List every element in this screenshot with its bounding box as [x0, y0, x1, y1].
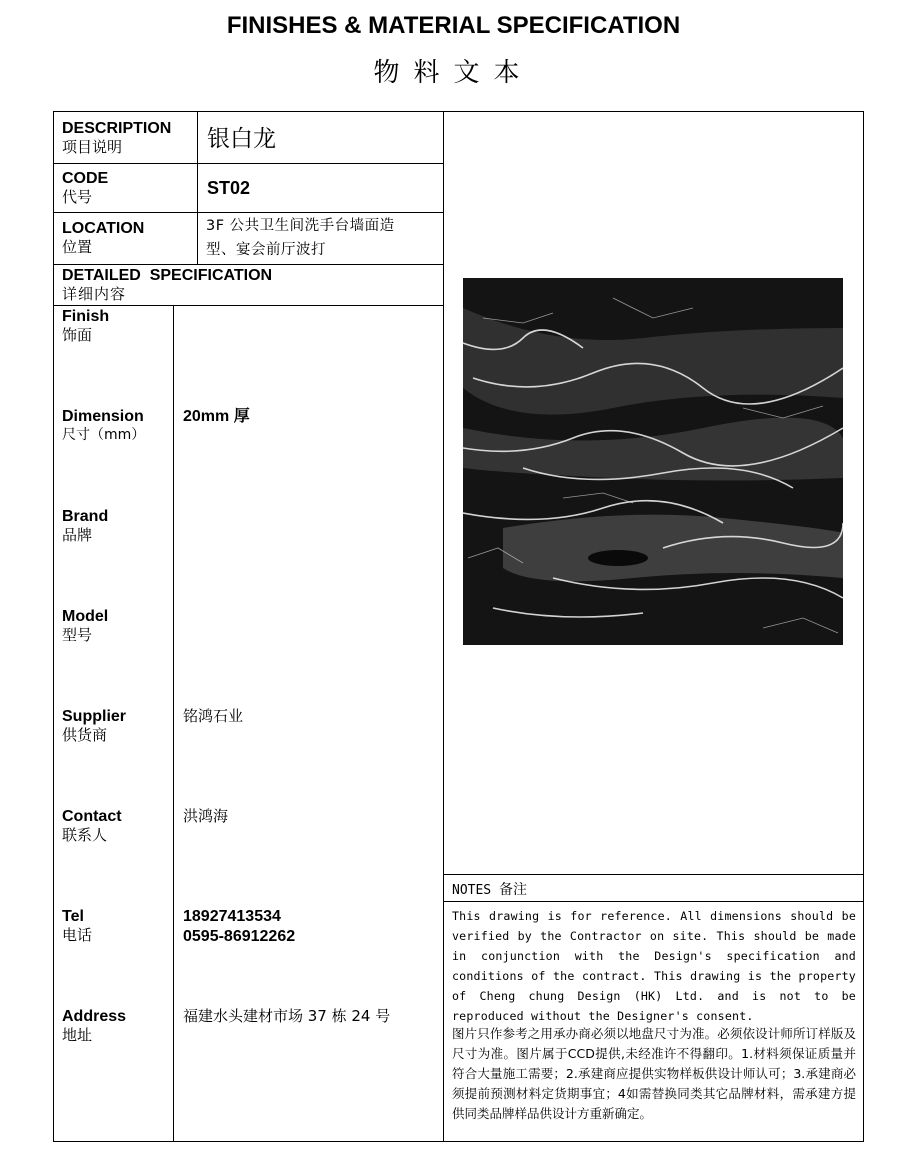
- divider: [443, 901, 864, 902]
- model-label: Model: [62, 608, 109, 625]
- notes-label-cn: 备注: [498, 882, 527, 898]
- description-value: 银白龙: [207, 126, 276, 152]
- brand-label-cn: 品牌: [62, 526, 93, 544]
- detailed-spec-heading: DETAILED SPECIFICATION: [62, 267, 273, 284]
- notes-text-en: This drawing is for reference. All dimensions should be verified by the Contractor on site. This should be made in conjunction with the Design's specification and conditions of the contract. This drawing is the property of Cheng chung Design (HK) Ltd. and is not to be reproduced without the Designer's consent.: [452, 909, 856, 1023]
- detailed-spec-heading-cn: 详细内容: [62, 285, 127, 303]
- divider: [173, 306, 174, 1142]
- location-value-line2: 型、宴会前厅波打: [206, 242, 326, 258]
- tel-value-line2: 0595-86912262: [183, 928, 296, 945]
- tel-label-cn: 电话: [62, 926, 93, 944]
- location-label: LOCATION: [62, 220, 145, 237]
- supplier-label-cn: 供货商: [62, 726, 108, 744]
- code-value: ST02: [207, 178, 251, 198]
- tel-label: Tel: [62, 908, 84, 925]
- dimension-label: Dimension: [62, 408, 144, 425]
- black-marble-swatch-icon: [463, 278, 843, 645]
- material-sample-image: [463, 278, 843, 645]
- page-title: FINISHES & MATERIAL SPECIFICATION: [226, 12, 681, 39]
- finish-label-cn: 饰面: [62, 326, 93, 344]
- page-subtitle: 物料文本: [373, 58, 534, 88]
- code-label-cn: 代号: [62, 188, 93, 206]
- supplier-label: Supplier: [62, 708, 127, 725]
- finish-label: Finish: [62, 308, 110, 325]
- location-value-line1: 3F 公共卫生间洗手台墙面造: [206, 218, 395, 234]
- supplier-value: 铭鸿石业: [183, 707, 244, 725]
- address-label: Address: [62, 1008, 127, 1025]
- notes-heading: [452, 879, 527, 899]
- contact-label-cn: 联系人: [62, 826, 108, 844]
- notes-text-cn: 图片只作参考之用承办商必须以地盘尺寸为准。必须依设计师所订样版及尺寸为准。图片属于CCD提供,未经准许不得翻印。1.材料须保证质量并符合大量施工需要；2.承建商应提供实物样板供设计师认可；3.承建商必须提前预测材料定货期事宜；4如需替换同类其它品牌材料，需承建方提供同类品牌样品供设计方重新确定。: [452, 1026, 856, 1121]
- description-label: DESCRIPTION: [62, 120, 172, 137]
- divider: [53, 264, 443, 265]
- address-value: 福建水头建材市场 37 栋 24 号: [183, 1007, 391, 1025]
- divider: [53, 163, 443, 164]
- tel-value-line1: 18927413534: [183, 908, 281, 925]
- model-label-cn: 型号: [62, 626, 93, 644]
- brand-label: Brand: [62, 508, 109, 525]
- dimension-label-cn: 尺寸（mm）: [62, 427, 146, 443]
- contact-value: 洪鸿海: [183, 807, 229, 825]
- divider: [53, 305, 443, 306]
- divider: [197, 111, 198, 265]
- dimension-value: 20mm 厚: [183, 408, 250, 425]
- divider: [443, 111, 444, 1142]
- divider: [53, 212, 443, 213]
- notes-label: NOTES: [452, 883, 492, 898]
- contact-label: Contact: [62, 808, 122, 825]
- divider: [443, 874, 864, 875]
- address-label-cn: 地址: [62, 1026, 93, 1044]
- code-label: CODE: [62, 170, 109, 187]
- description-label-cn: 项目说明: [62, 138, 123, 156]
- location-label-cn: 位置: [62, 238, 93, 256]
